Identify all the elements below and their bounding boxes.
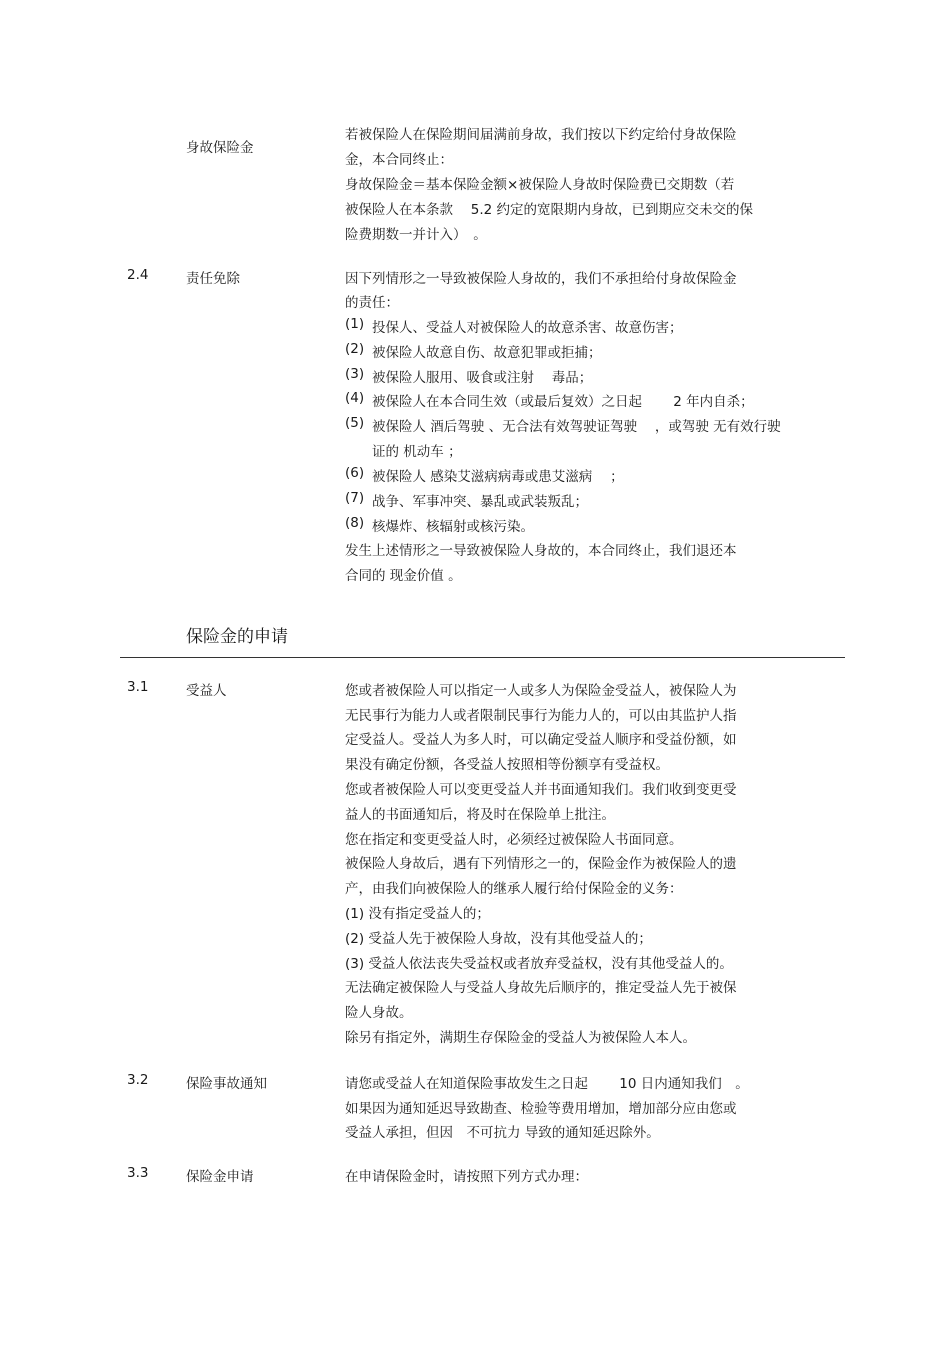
clause-label-beneficiary: 受益人 xyxy=(186,683,227,699)
list-item-number: (3) xyxy=(345,366,365,382)
list-item-text: 被保险人 酒后驾驶 、无合法有效驾驶证驾驶 ，或驾驶 无有效行驶 xyxy=(372,419,781,435)
clause-number: 2.4 xyxy=(127,267,149,283)
clause-line: 受益人承担，但因 不可抗力 导致的通知延迟除外。 xyxy=(345,1125,660,1141)
clause-line: 被保险人身故后，遇有下列情形之一的，保险金作为被保险人的遗 xyxy=(345,856,737,872)
clause-line: 定受益人。受益人为多人时，可以确定受益人顺序和受益份额，如 xyxy=(345,732,737,748)
clause-line: 您在指定和变更受益人时，必须经过被保险人书面同意。 xyxy=(345,832,683,848)
list-item-number: (7) xyxy=(345,490,365,506)
list-item-text: 战争、军事冲突、暴乱或武装叛乱； xyxy=(372,494,588,510)
list-item-text: 被保险人服用、吸食或注射 毒品； xyxy=(372,370,593,386)
clause-line: 险人身故。 xyxy=(345,1005,413,1021)
list-item-text: 核爆炸、核辐射或核污染。 xyxy=(372,519,534,535)
clause-line: 金，本合同终止： xyxy=(345,152,453,168)
clause-number: 3.3 xyxy=(127,1165,149,1181)
list-item-text: 证的 机动车 ； xyxy=(372,444,462,460)
clause-line: 的责任： xyxy=(345,295,399,311)
clause-line: 产，由我们向被保险人的继承人履行给付保险金的义务： xyxy=(345,881,683,897)
clause-line: 请您或受益人在知道保险事故发生之日起 10 日内通知我们 。 xyxy=(345,1076,749,1092)
clause-label-death-benefit: 身故保险金 xyxy=(186,140,254,156)
clause-label-claim-application: 保险金申请 xyxy=(186,1169,254,1185)
list-item-number: (1) xyxy=(345,316,365,332)
clause-line: 除另有指定外，满期生存保险金的受益人为被保险人本人。 xyxy=(345,1030,696,1046)
list-item-text: 投保人、受益人对被保险人的故意杀害、故意伤害； xyxy=(372,320,683,336)
clause-line: 身故保险金＝基本保险金额×被保险人身故时保险费已交期数（若 xyxy=(345,177,735,193)
clause-line: 险费期数一并计入） 。 xyxy=(345,227,487,243)
clause-line: 若被保险人在保险期间届满前身故，我们按以下约定给付身故保险 xyxy=(345,127,737,143)
clause-label-accident-notice: 保险事故通知 xyxy=(186,1076,267,1092)
clause-line: (2) 受益人先于被保险人身故，没有其他受益人的； xyxy=(345,931,652,947)
section-divider xyxy=(120,657,845,658)
list-item-number: (6) xyxy=(345,465,365,481)
clause-line: (3) 受益人依法丧失受益权或者放弃受益权，没有其他受益人的。 xyxy=(345,956,733,972)
clause-line: 您或者被保险人可以指定一人或多人为保险金受益人，被保险人为 xyxy=(345,683,737,699)
list-item-number: (2) xyxy=(345,341,365,357)
list-item-number: (4) xyxy=(345,390,365,406)
clause-line: 因下列情形之一导致被保险人身故的，我们不承担给付身故保险金 xyxy=(345,271,737,287)
clause-line: 果没有确定份额，各受益人按照相等份额享有受益权。 xyxy=(345,757,669,773)
clause-number: 3.1 xyxy=(127,679,149,695)
list-item-number: (5) xyxy=(345,415,365,431)
clause-line: 益人的书面通知后，将及时在保险单上批注。 xyxy=(345,807,615,823)
clause-line: 合同的 现金价值 。 xyxy=(345,568,462,584)
clause-line: (1) 没有指定受益人的； xyxy=(345,906,490,922)
clause-line: 您或者被保险人可以变更受益人并书面通知我们。我们收到变更受 xyxy=(345,782,737,798)
clause-number: 3.2 xyxy=(127,1072,149,1088)
section-heading: 保险金的申请 xyxy=(186,627,288,647)
clause-line: 如果因为通知延迟导致勘查、检验等费用增加，增加部分应由您或 xyxy=(345,1101,737,1117)
clause-line: 无法确定被保险人与受益人身故先后顺序的，推定受益人先于被保 xyxy=(345,980,737,996)
clause-line: 无民事行为能力人或者限制民事行为能力人的，可以由其监护人指 xyxy=(345,708,737,724)
list-item-text: 被保险人在本合同生效（或最后复效）之日起 2 年内自杀； xyxy=(372,394,754,410)
list-item-text: 被保险人故意自伤、故意犯罪或拒捕； xyxy=(372,345,602,361)
clause-line: 在申请保险金时，请按照下列方式办理： xyxy=(345,1169,588,1185)
clause-line: 发生上述情形之一导致被保险人身故的，本合同终止，我们退还本 xyxy=(345,543,737,559)
clause-label-exclusions: 责任免除 xyxy=(186,271,240,287)
list-item-number: (8) xyxy=(345,515,365,531)
clause-line: 被保险人在本条款 5.2 约定的宽限期内身故，已到期应交未交的保 xyxy=(345,202,754,218)
list-item-text: 被保险人 感染艾滋病病毒或患艾滋病 ； xyxy=(372,469,624,485)
